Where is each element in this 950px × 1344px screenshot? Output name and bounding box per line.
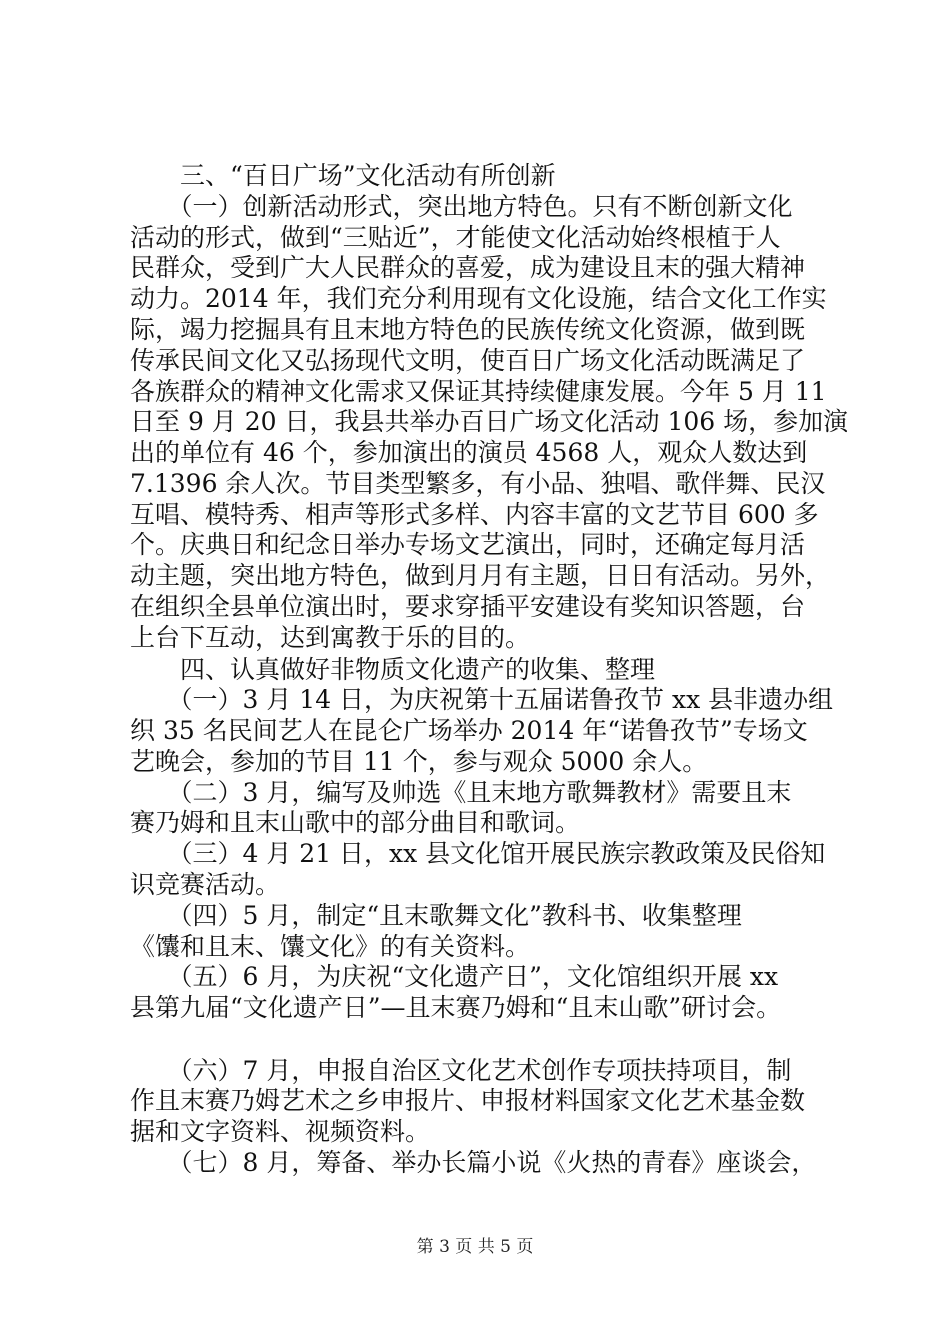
text-line: 织 35 名民间艺人在昆仑广场举办 2014 年“诺鲁孜节”专场文 (130, 716, 808, 745)
text-line: 出的单位有 46 个，参加演出的演员 4568 人，观众人数达到 (130, 438, 808, 467)
text-line: （五）6 月，为庆祝“文化遗产日”，文化馆组织开展 xx (130, 962, 779, 991)
text-line: 在组织全县单位演出时，要求穿插平安建设有奖知识答题，台 (130, 592, 806, 621)
text-line: （一）创新活动形式，突出地方特色。只有不断创新文化 (130, 192, 793, 221)
text-line: 《馕和且末、馕文化》的有关资料。 (130, 932, 531, 961)
text-line: 传承民间文化又弘扬现代文明，使百日广场文化活动既满足了 (130, 346, 806, 375)
text-line: （二）3 月，编写及帅选《且末地方歌舞教材》需要且末 (130, 778, 792, 807)
text-line: 赛乃姆和且末山歌中的部分曲目和歌词。 (130, 808, 581, 837)
text-line: （三）4 月 21 日，xx 县文化馆开展民族宗教政策及民俗知 (130, 839, 826, 868)
text-line: 识竞赛活动。 (130, 870, 281, 899)
text-line: 县第九届“文化遗产日”—且末赛乃姆和“且末山歌”研讨会。 (130, 993, 782, 1022)
text-line: 动力。2014 年，我们充分利用现有文化设施，结合文化工作实 (130, 284, 827, 313)
text-line: 7.1396 余人次。节目类型繁多，有小品、独唱、歌伴舞、民汉 (130, 469, 826, 498)
page-footer: 第 3 页 共 5 页 (416, 1237, 534, 1257)
text-line: 互唱、模特秀、相声等形式多样、内容丰富的文艺节目 600 多 (130, 500, 819, 529)
text-line: 艺晚会，参加的节目 11 个，参与观众 5000 余人。 (130, 747, 708, 776)
text-line: 上台下互动，达到寓教于乐的目的。 (130, 623, 531, 652)
text-line: 各族群众的精神文化需求又保证其持续健康发展。今年 5 月 11 (130, 377, 827, 406)
text-line: （七）8 月，筹备、举办长篇小说《火热的青春》座谈会， (130, 1148, 817, 1177)
text-line: 三、“百日广场”文化活动有所创新 (130, 161, 556, 190)
text-line: 活动的形式，做到“三贴近”，才能使文化活动始终根植于人 (130, 223, 781, 252)
text-line: 据和文字资料、视频资料。 (130, 1117, 431, 1146)
text-line: （一）3 月 14 日，为庆祝第十五届诺鲁孜节 xx 县非遗办组 (130, 685, 834, 714)
text-line: 四、认真做好非物质文化遗产的收集、整理 (130, 655, 656, 684)
text-line: 动主题，突出地方特色，做到月月有主题，日日有活动。另外， (130, 561, 831, 590)
text-line: 日至 9 月 20 日，我县共举办百日广场文化活动 106 场，参加演 (130, 407, 849, 436)
text-line: 个。庆典日和纪念日举办专场文艺演出，同时，还确定每月活 (130, 530, 806, 559)
text-line: 际，竭力挖掘具有且末地方特色的民族传统文化资源，做到既 (130, 315, 806, 344)
text-line: （四）5 月，制定“且末歌舞文化”教科书、收集整理 (130, 901, 742, 930)
text-line: 民群众，受到广大人民群众的喜爱，成为建设且末的强大精神 (130, 253, 806, 282)
text-line: 作且末赛乃姆艺术之乡申报片、申报材料国家文化艺术基金数 (130, 1086, 806, 1115)
text-line: （六）7 月，申报自治区文化艺术创作专项扶持项目，制 (130, 1056, 792, 1085)
